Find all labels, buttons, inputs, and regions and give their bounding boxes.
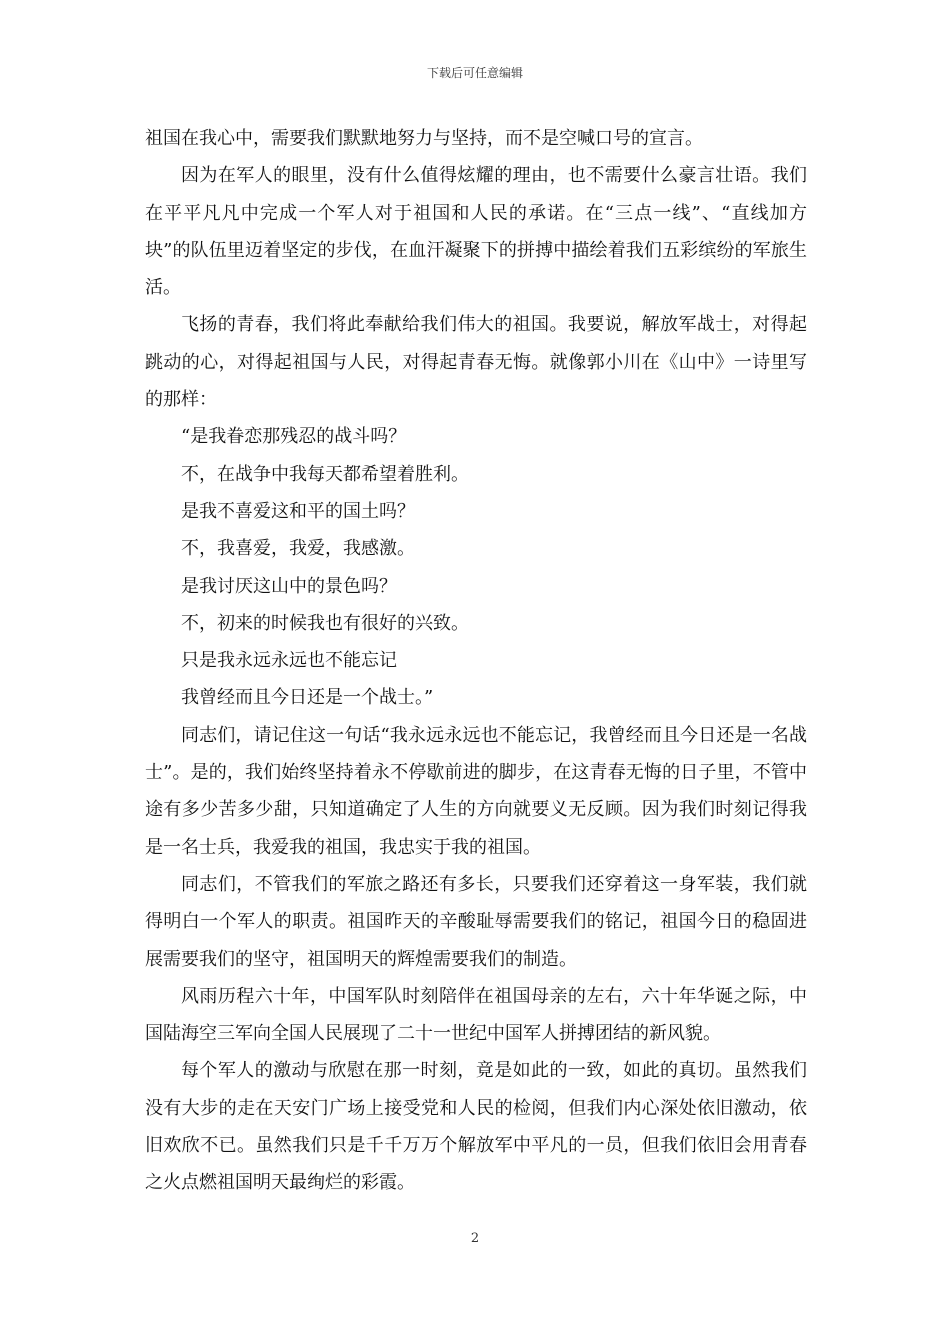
paragraph: 祖国在我心中，需要我们默默地努力与坚持，而不是空喊口号的宣言。 [145,128,703,149]
poem-line: 不，在战争中我每天都希望着胜利。 [181,463,469,485]
poem-line: 不，初来的时候我也有很好的兴致。 [181,612,469,634]
poem-line: 是我不喜爱这和平的国土吗？ [181,500,415,522]
document-body [145,120,807,1202]
poem-line: 只是我永远永远也不能忘记 [181,650,397,672]
poem-line: 我曾经而且今日还是一个战士。” [181,687,434,709]
page-number: 2 [470,1231,480,1246]
page-header: 下载后可任意编辑 [426,66,523,80]
paragraph: 每个军人的激动与欣慰在那一时刻，竟是如此的一致，如此的真切。虽然我们没有大步的走在天安门广场上接受党和人民的检阅，但我们内心深处依旧激动，依旧欢欣不已。虽然我们只是千千万万个解放军中平凡的一员，但我们依旧会用青春之火点燃祖国明天最绚烂的彩霞。 [145,1060,807,1194]
poem-line: “是我眷恋那残忍的战斗吗？ [181,426,407,448]
paragraph: 同志们，不管我们的军旅之路还有多长，只要我们还穿着这一身军装，我们就得明白一个军人的职责。祖国昨天的辛酸耻辱需要我们的铭记，祖国今日的稳固进展需要我们的坚守，祖国明天的辉煌需要我们的制造。 [145,873,807,970]
poem-line: 不，我喜爱，我爱，我感激。 [181,538,415,560]
paragraph: 飞扬的青春，我们将此奉献给我们伟大的祖国。我要说，解放军战士，对得起跳动的心，对得起祖国与人民，对得起青春无悔。就像郭小川在《山中》一诗里写的那样： [145,314,807,411]
paragraph: 因为在军人的眼里，没有什么值得炫耀的理由，也不需要什么豪言壮语。我们在平平凡凡中完成一个军人对于祖国和人民的承诺。在“三点一线”、“直线加方块”的队伍里迈着坚定的步伐，在血汗凝聚下的拼搏中描绘着我们五彩缤纷的军旅生活。 [145,165,807,299]
poem-line: 是我讨厌这山中的景色吗？ [181,575,397,597]
paragraph: 风雨历程六十年，中国军队时刻陪伴在祖国母亲的左右，六十年华诞之际，中国陆海空三军向全国人民展现了二十一世纪中国军人拼搏团结的新风貌。 [145,985,807,1045]
paragraph: 同志们，请记住这一句话“我永远永远也不能忘记，我曾经而且今日还是一名战士”。是的，我们始终坚持着永不停歇前进的脚步，在这青春无悔的日子里，不管中途有多少苦多少甜，只知道确定了人生的方向就要义无反顾。因为我们时刻记得我是一名士兵，我爱我的祖国，我忠实于我的祖国。 [145,724,807,858]
